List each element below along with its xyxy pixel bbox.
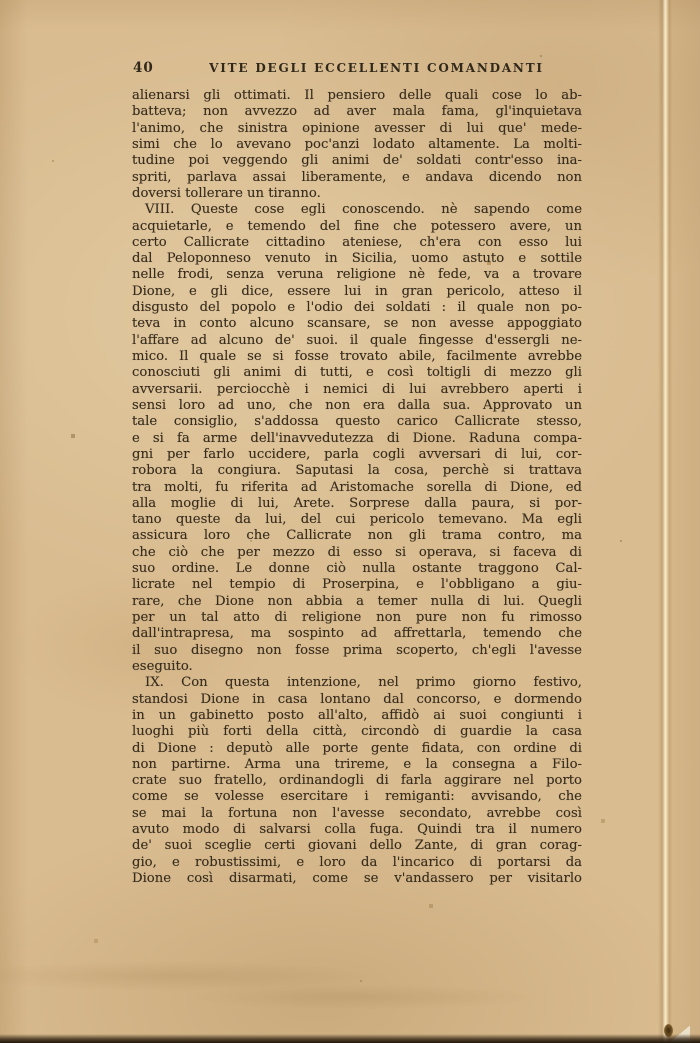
text-line: batteva; non avvezzo ad aver mala fama, gl'inquietava [132,104,582,120]
text-line: suo ordine. Le donne ciò nulla ostante traggono Cal- [132,561,582,577]
page-right-edge [670,0,700,1043]
text-line: per un tal atto di religione non pure non fu rimosso [132,610,582,625]
text-line: che ciò che per mezzo di esso si operava, si faceva di [132,544,582,560]
text-line: rare, che Dione non abbia a temer nulla di lui. Quegli [132,593,582,609]
text-line: alla moglie di lui, Arete. Sorprese dalla paura, si por- [132,495,582,511]
text-line: tra molti, fu riferita ad Aristomache sorella di Dione, ed [132,479,582,495]
text-line: come se volesse esercitare i remiganti: avvisando, che [132,789,582,805]
paper-specks [0,0,2,2]
text-line: l'affare ad alcuno de' suoi. il quale fingesse d'essergli ne- [132,332,582,348]
text-line: spriti, parlava assai liberamente, e andava dicendo non [132,169,582,185]
text-line: tudine poi veggendo gli animi de' soldati contr'esso ina- [132,153,582,169]
text-line: sensi loro ad uno, che non era dalla sua. Approvato un [132,397,582,413]
text-line: dall'intrapresa, ma sospinto ad affrettarla, temendo che [132,626,582,642]
text-line: avuto modo di salvarsi colla fuga. Quindi tra il numero [132,822,582,838]
text-line: certo Callicrate cittadino ateniese, ch'era con esso lui [132,234,582,250]
paragraph [132,675,582,887]
text-line: de' suoi sceglie certi giovani dello Zante, di gran corag- [132,838,582,854]
text-line: teva in conto alcuno scansare, se non avesse appoggiato [132,316,582,332]
text-line: Dione così disarmati, come se v'andassero per visitarlo [132,871,582,886]
text-line: avversarii. perciocchè i nemici di lui avrebbero aperti i [132,381,582,397]
text-line: tano queste da lui, del cui pericolo temevano. Ma egli [132,512,582,528]
running-header [133,60,580,78]
text-line: se mai la fortuna non l'avesse secondato, avrebbe così [132,805,582,821]
text-line: eseguito. [132,658,193,674]
paragraph [132,202,582,675]
text-line: disgusto del popolo e l'odio dei soldati : il quale non po- [132,300,582,316]
page-bottom-edge [0,1034,700,1043]
text-line: alienarsi gli ottimati. Il pensiero delle quali cose lo ab- [132,88,582,103]
text-block [132,88,582,887]
text-line: Dione, e gli dice, essere lui in gran pericolo, atteso il [132,283,582,299]
text-line: gni per farlo uccidere, parla cogli avversari di lui, cor- [132,446,582,462]
text-line: VIII. Queste cose egli conoscendo. nè sapendo come [145,202,582,218]
text-line: IX. Con questa intenzione, nel primo giorno festivo, [145,675,582,691]
paragraph [132,88,582,202]
text-line: licrate nel tempio di Proserpina, e l'obbligano a giu- [132,577,582,593]
page-number: 40 [133,60,154,76]
header-title: VITE DEGLI ECCELLENTI COMANDANTI [209,61,544,75]
text-line: robora la congiura. Saputasi la cosa, perchè si trattava [132,463,582,479]
text-line: in un gabinetto posto all'alto, affidò ai suoi congiunti i [132,707,582,723]
text-line: assicura loro che Callicrate non gli trama contro, ma [132,528,582,544]
text-line: crate suo fratello, ordinandogli di farla aggirare nel porto [132,773,582,789]
text-line: il suo disegno non fosse prima scoperto, ch'egli l'avesse [132,642,582,658]
text-line: mico. Il quale se si fosse trovato abile, facilmente avrebbe [132,349,582,364]
text-line: gio, e robustissimi, e loro da l'incarico di portarsi da [132,854,582,870]
text-line: l'animo, che sinistra opinione avesser di lui que' mede- [132,120,582,136]
text-line: non partirne. Arma una trireme, e la consegna a Filo- [132,756,582,772]
paper-crease-marks [0,952,560,1012]
text-line: e si fa arme dell'inavvedutezza di Dione. Raduna compa- [132,430,582,446]
text-line: dal Peloponneso venuto in Sicilia, uomo astuto e sottile [132,251,582,267]
text-line: acquietarle, e temendo del fine che potessero avere, un [132,218,582,234]
text-line: doversi tollerare un tiranno. [132,185,321,201]
text-line: conosciuti gli animi di tutti, e così toltigli di mezzo gli [132,365,582,381]
text-line: luoghi più forti della città, circondò di guardie la casa [132,724,582,740]
text-line: standosi Dione in casa lontano dal concorso, e dormendo [132,691,582,707]
text-line: tale consiglio, s'addossa questo carico Callicrate stesso, [132,414,582,430]
text-line: simi che lo avevano poc'anzi lodato altamente. La molti- [132,136,582,152]
text-line: nelle frodi, senza veruna religione nè fede, va a trovare [132,267,582,283]
text-line: di Dione : deputò alle porte gente fidata, con ordine di [132,740,582,756]
